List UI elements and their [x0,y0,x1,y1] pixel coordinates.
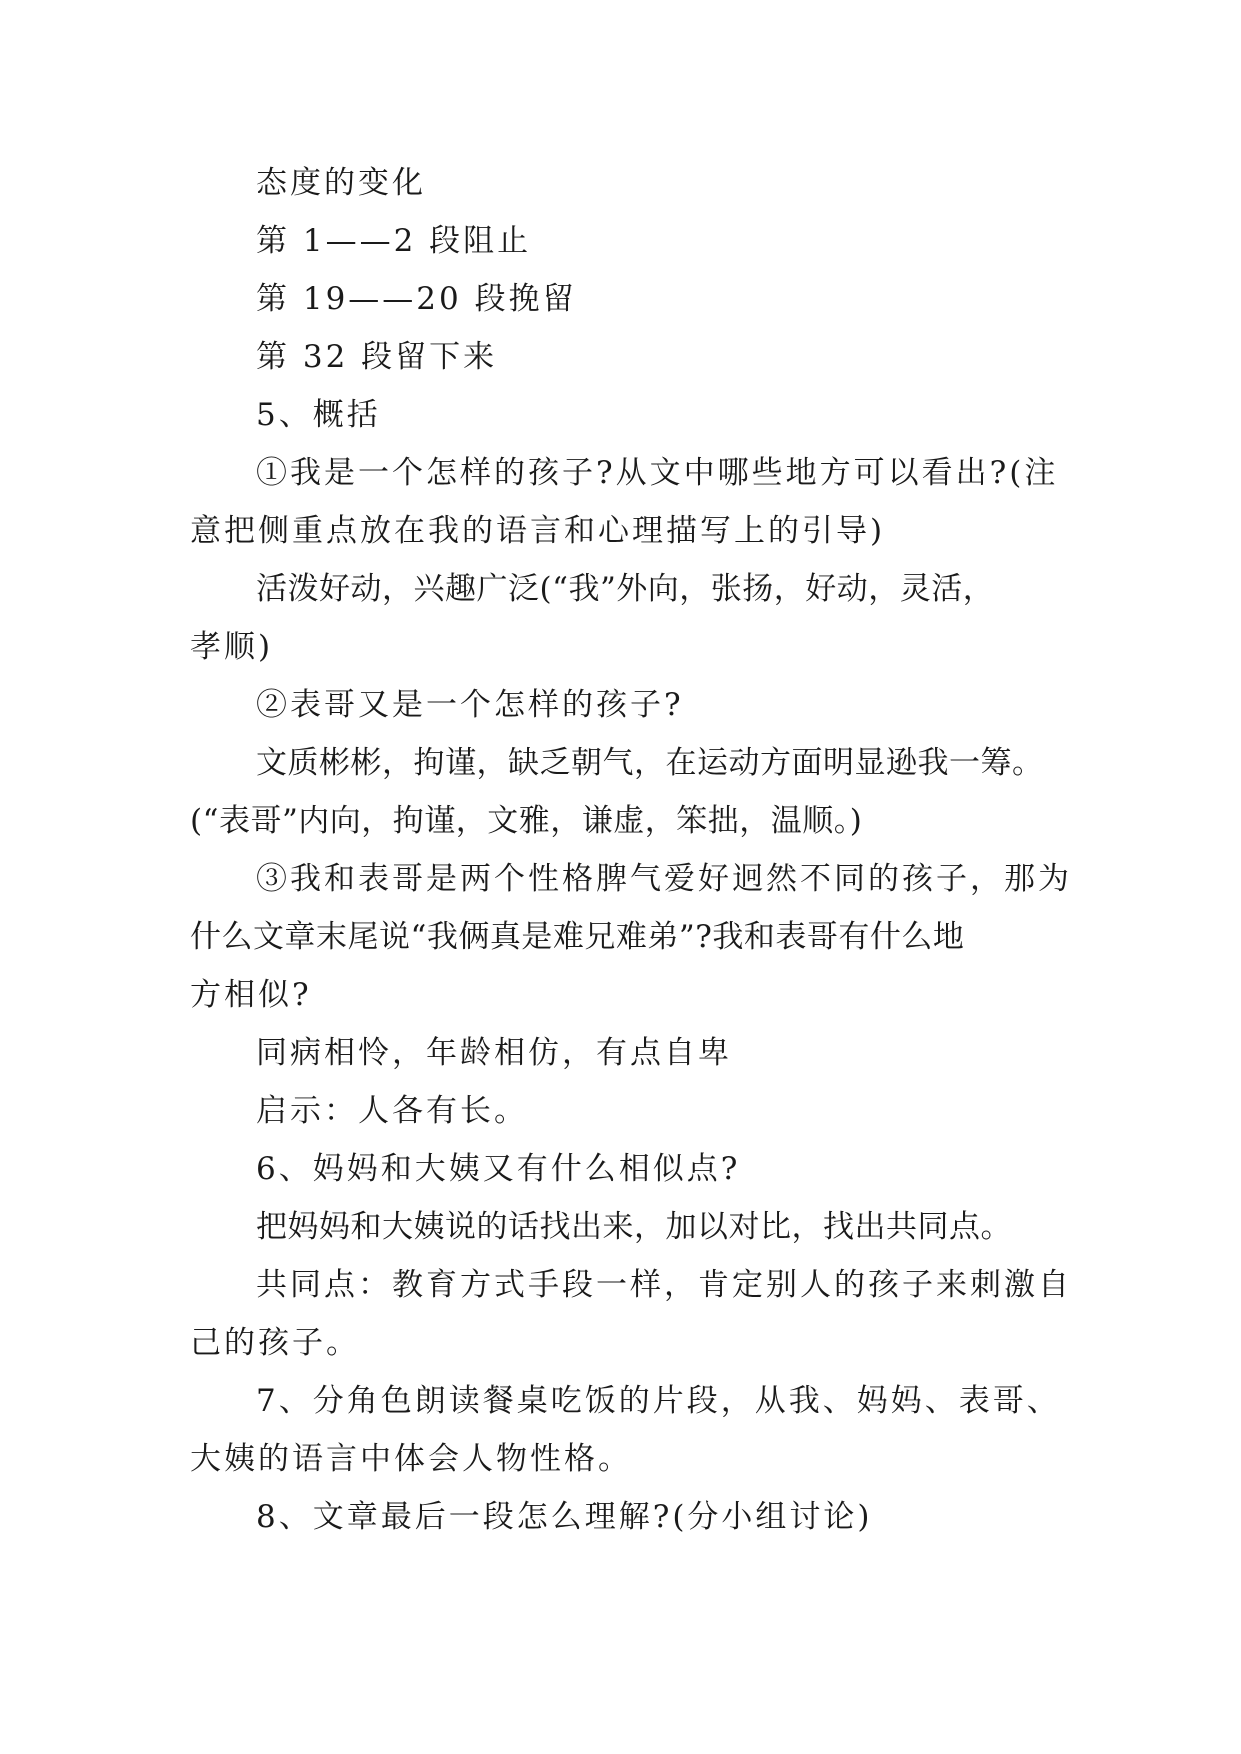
answer-line: 文质彬彬，拘谨，缺乏朝气，在运动方面明显逊我一筹。 [256,745,1044,781]
text-line: 态度的变化 [256,165,426,201]
question-line: ③我和表哥是两个性格脾气爱好迥然不同的孩子，那为 [256,861,1072,897]
answer-line: 同病相怜，年龄相仿，有点自卑 [256,1035,732,1071]
section-heading: 8、文章最后一段怎么理解?(分小组讨论) [256,1499,873,1535]
text-line: 第 1——2 段阻止 [256,223,532,259]
text-line: (“表哥”内向，拘谨，文雅，谦虚，笨拙，温顺。) [190,803,863,839]
section-heading: 7、分角色朗读餐桌吃饭的片段，从我、妈妈、表哥、 [256,1383,1061,1419]
text-line: 己的孩子。 [190,1325,360,1361]
text-line: 第 19——20 段挽留 [256,281,577,317]
text-line: 大姨的语言中体会人物性格。 [190,1441,632,1477]
text-line: 孝顺) [190,629,274,665]
text-line: 第 32 段留下来 [256,339,498,375]
text-line: 意把侧重点放在我的语言和心理描写上的引导) [190,513,886,549]
answer-line: 活泼好动，兴趣广泛(“我”外向，张扬，好动，灵活， [256,571,995,607]
text-line: 共同点：教育方式手段一样，肯定别人的孩子来刺激自 [256,1267,1072,1303]
text-line: 什么文章末尾说“我俩真是难兄难弟”?我和表哥有什么地 [190,919,965,955]
text-line: 方相似? [190,977,312,1013]
text-line: 启示：人各有长。 [256,1093,528,1129]
question-line: ①我是一个怎样的孩子?从文中哪些地方可以看出?(注 [256,455,1059,491]
document-body [190,154,1072,1546]
question-line: ②表哥又是一个怎样的孩子? [256,687,684,723]
text-line: 把妈妈和大姨说的话找出来，加以对比，找出共同点。 [256,1209,1012,1245]
section-heading: 6、妈妈和大姨又有什么相似点? [256,1151,741,1187]
section-heading: 5、概括 [256,397,381,433]
